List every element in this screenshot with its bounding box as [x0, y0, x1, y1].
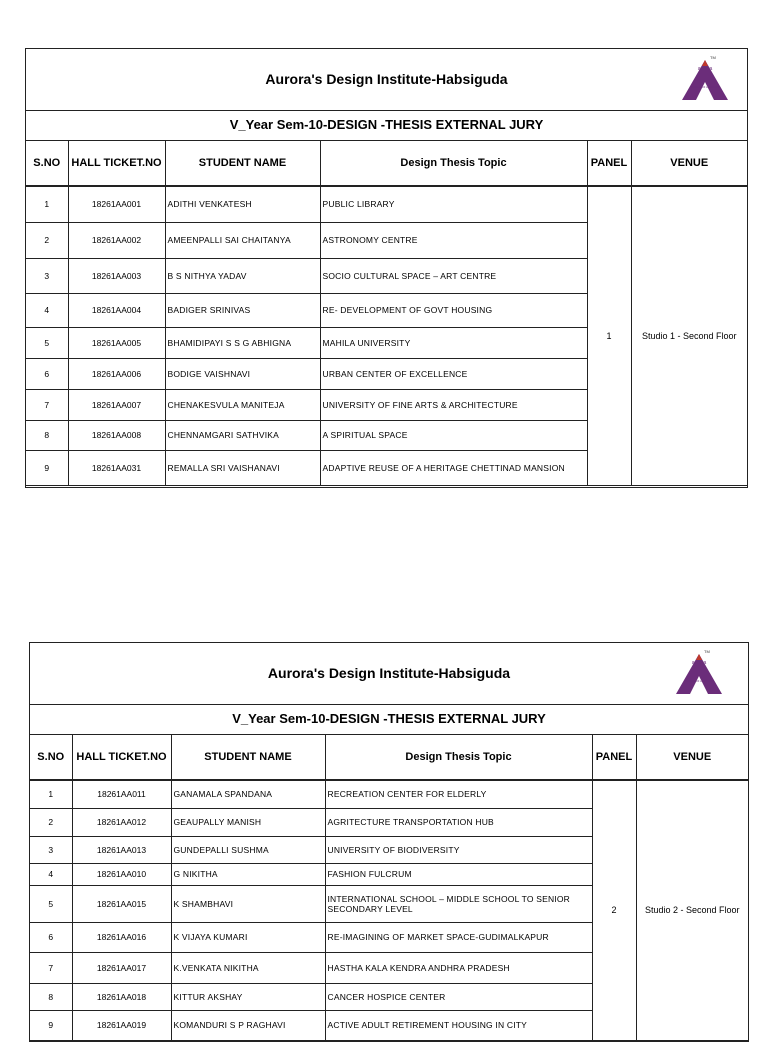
- cell-student-name: GEAUPALLY MANISH: [171, 808, 325, 836]
- cell-hall-ticket: 18261AA011: [72, 780, 171, 808]
- cell-sno: 7: [26, 389, 68, 420]
- cell-hall-ticket: 18261AA003: [68, 258, 165, 293]
- header-venue: VENUE: [631, 141, 747, 186]
- cell-thesis-topic: SOCIO CULTURAL SPACE – ART CENTRE: [320, 258, 587, 293]
- logo-tagline: TEMPLE OF LEARNING: [684, 680, 714, 683]
- cell-thesis-topic: CANCER HOSPICE CENTER: [325, 983, 592, 1010]
- header-thesis-topic: Design Thesis Topic: [320, 141, 587, 186]
- cell-sno: 1: [26, 186, 68, 222]
- institute-title: Aurora's Design Institute-Habsiguda: [267, 665, 511, 681]
- cell-thesis-topic: RE- DEVELOPMENT OF GOVT HOUSING: [320, 293, 587, 327]
- jury-subtitle: V_Year Sem-10-DESIGN -THESIS EXTERNAL JURY: [229, 117, 544, 132]
- cell-hall-ticket: 18261AA018: [72, 983, 171, 1010]
- cell-student-name: KITTUR AKSHAY: [171, 983, 325, 1010]
- aurora-logo: [674, 54, 736, 106]
- cell-thesis-topic: AGRITECTURE TRANSPORTATION HUB: [325, 808, 592, 836]
- logo-tagline: TEMPLE OF LEARNING: [690, 86, 720, 89]
- header-panel: PANEL: [592, 735, 636, 780]
- header-sno: S.NO: [26, 141, 68, 186]
- cell-thesis-topic: RECREATION CENTER FOR ELDERLY: [325, 780, 592, 808]
- cell-thesis-topic: PUBLIC LIBRARY: [320, 186, 587, 222]
- jury-subtitle: V_Year Sem-10-DESIGN -THESIS EXTERNAL JURY: [232, 711, 546, 726]
- cell-thesis-topic: URBAN CENTER OF EXCELLENCE: [320, 358, 587, 389]
- table-row: [26, 186, 747, 222]
- title-row: [26, 49, 747, 111]
- header-hall-ticket: HALL TICKET.NO: [72, 735, 171, 780]
- cell-sno: 2: [30, 808, 72, 836]
- jury-table: [30, 735, 748, 1041]
- cell-student-name: G NIKITHA: [171, 863, 325, 885]
- cell-thesis-topic: A SPIRITUAL SPACE: [320, 420, 587, 450]
- jury-table: [26, 141, 747, 486]
- cell-student-name: ADITHI VENKATESH: [165, 186, 320, 222]
- cell-thesis-topic: ASTRONOMY CENTRE: [320, 222, 587, 258]
- cell-venue: Studio 2 - Second Floor: [636, 780, 748, 1040]
- cell-student-name: BODIGE VAISHNAVI: [165, 358, 320, 389]
- header-panel: PANEL: [587, 141, 631, 186]
- header-sno: S.NO: [30, 735, 72, 780]
- cell-panel: 2: [592, 780, 636, 1040]
- cell-hall-ticket: 18261AA007: [68, 389, 165, 420]
- cell-sno: 7: [30, 952, 72, 983]
- cell-hall-ticket: 18261AA010: [72, 863, 171, 885]
- cell-thesis-topic: UNIVERSITY OF FINE ARTS & ARCHITECTURE: [320, 389, 587, 420]
- cell-hall-ticket: 18261AA001: [68, 186, 165, 222]
- cell-student-name: K.VENKATA NIKITHA: [171, 952, 325, 983]
- cell-hall-ticket: 18261AA006: [68, 358, 165, 389]
- title-row: [30, 643, 748, 705]
- cell-student-name: B S NITHYA YADAV: [165, 258, 320, 293]
- cell-hall-ticket: 18261AA031: [68, 450, 165, 485]
- header-thesis-topic: Design Thesis Topic: [325, 735, 592, 780]
- jury-sheet-panel-1: [25, 48, 748, 488]
- cell-sno: 3: [26, 258, 68, 293]
- logo-tm: TM: [704, 649, 710, 654]
- cell-sno: 8: [30, 983, 72, 1010]
- cell-sno: 6: [26, 358, 68, 389]
- header-hall-ticket: HALL TICKET.NO: [68, 141, 165, 186]
- cell-hall-ticket: 18261AA005: [68, 327, 165, 358]
- cell-student-name: REMALLA SRI VAISHANAVI: [165, 450, 320, 485]
- cell-hall-ticket: 18261AA008: [68, 420, 165, 450]
- header-venue: VENUE: [636, 735, 748, 780]
- cell-sno: 6: [30, 922, 72, 952]
- cell-sno: 4: [30, 863, 72, 885]
- cell-hall-ticket: 18261AA012: [72, 808, 171, 836]
- subtitle-row: [30, 704, 748, 735]
- cell-hall-ticket: 18261AA016: [72, 922, 171, 952]
- cell-thesis-topic: ACTIVE ADULT RETIREMENT HOUSING IN CITY: [325, 1010, 592, 1040]
- cell-thesis-topic: INTERNATIONAL SCHOOL – MIDDLE SCHOOL TO SENIOR SECONDARY LEVEL: [325, 885, 592, 922]
- cell-student-name: GANAMALA SPANDANA: [171, 780, 325, 808]
- logo-name: aurora: [697, 66, 713, 72]
- cell-hall-ticket: 18261AA013: [72, 836, 171, 863]
- cell-sno: 9: [30, 1010, 72, 1040]
- cell-hall-ticket: 18261AA002: [68, 222, 165, 258]
- cell-student-name: CHENAKESVULA MANITEJA: [165, 389, 320, 420]
- cell-sno: 4: [26, 293, 68, 327]
- cell-student-name: BHAMIDIPAYI S S G ABHIGNA: [165, 327, 320, 358]
- cell-sno: 1: [30, 780, 72, 808]
- cell-student-name: BADIGER SRINIVAS: [165, 293, 320, 327]
- cell-hall-ticket: 18261AA019: [72, 1010, 171, 1040]
- subtitle-row: [26, 110, 747, 141]
- cell-thesis-topic: RE-IMAGINING OF MARKET SPACE-GUDIMALKAPUR: [325, 922, 592, 952]
- cell-thesis-topic: HASTHA KALA KENDRA ANDHRA PRADESH: [325, 952, 592, 983]
- table-row: [30, 780, 748, 808]
- cell-sno: 5: [26, 327, 68, 358]
- cell-sno: 5: [30, 885, 72, 922]
- cell-thesis-topic: ADAPTIVE REUSE OF A HERITAGE CHETTINAD MANSION: [320, 450, 587, 485]
- cell-panel: 1: [587, 186, 631, 485]
- aurora-logo: [668, 648, 730, 700]
- cell-student-name: GUNDEPALLI SUSHMA: [171, 836, 325, 863]
- cell-hall-ticket: 18261AA015: [72, 885, 171, 922]
- logo-name: aurora: [691, 660, 707, 666]
- cell-sno: 3: [30, 836, 72, 863]
- cell-sno: 9: [26, 450, 68, 485]
- cell-hall-ticket: 18261AA017: [72, 952, 171, 983]
- cell-sno: 2: [26, 222, 68, 258]
- cell-thesis-topic: UNIVERSITY OF BIODIVERSITY: [325, 836, 592, 863]
- logo-tm: TM: [710, 55, 716, 60]
- cell-sno: 8: [26, 420, 68, 450]
- cell-student-name: KOMANDURI S P RAGHAVI: [171, 1010, 325, 1040]
- cell-hall-ticket: 18261AA004: [68, 293, 165, 327]
- cell-venue: Studio 1 - Second Floor: [631, 186, 747, 485]
- jury-sheet-panel-2: [29, 642, 749, 1042]
- header-student-name: STUDENT NAME: [165, 141, 320, 186]
- cell-student-name: CHENNAMGARI SATHVIKA: [165, 420, 320, 450]
- cell-thesis-topic: FASHION FULCRUM: [325, 863, 592, 885]
- cell-student-name: AMEENPALLI SAI CHAITANYA: [165, 222, 320, 258]
- header-student-name: STUDENT NAME: [171, 735, 325, 780]
- institute-title: Aurora's Design Institute-Habsiguda: [265, 71, 508, 87]
- cell-student-name: K SHAMBHAVI: [171, 885, 325, 922]
- cell-thesis-topic: MAHILA UNIVERSITY: [320, 327, 587, 358]
- cell-student-name: K VIJAYA KUMARI: [171, 922, 325, 952]
